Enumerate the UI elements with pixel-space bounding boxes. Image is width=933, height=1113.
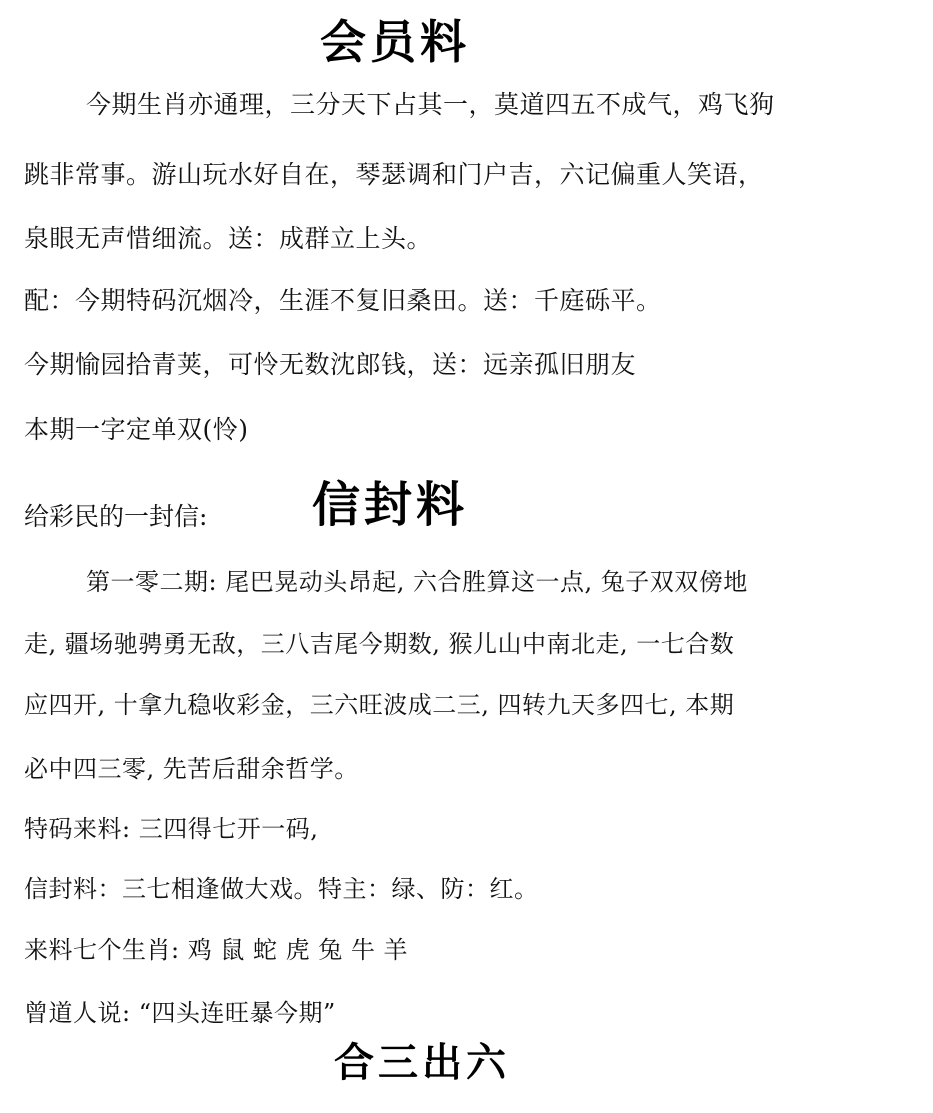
text-line: 第一零二期: 尾巴晃动头昂起, 六合胜算这一点, 兔子双双傍地 [86,568,748,596]
text-line: 配：今期特码沉烟冷，生涯不复旧桑田。送：千庭砾平。 [24,286,662,315]
text-line: 本期一字定单双(怜) [24,415,249,444]
text-line: 来料七个生肖: 鸡 鼠 蛇 虎 兔 牛 羊 [24,936,408,964]
text-line: 特码来料: 三四得七开一码, [24,815,319,843]
text-line: 必中四三零, 先苦后甜余哲学。 [24,755,359,783]
text-line: 应四开, 十拿九稳收彩金，三六旺波成二三, 四转九天多四七, 本期 [24,691,735,719]
text-line: 跳非常事。游山玩水好自在，琴瑟调和门户吉，六记偏重人笑语， [24,160,764,189]
text-line: 曾道人说: “四头连旺暴今期” [24,999,336,1027]
text-line: 走, 疆场驰骋勇无敌，三八吉尾今期数, 猴儿山中南北走, 一七合数 [24,630,735,658]
letter-note: 给彩民的一封信: [24,502,208,531]
section-title-envelope: 信封料 [312,477,469,533]
text-line: 信封料：三七相逢做大戏。特主：绿、防：红。 [24,875,539,903]
section-title-member: 会员料 [320,15,470,69]
text-line: 今期愉园拾青荚，可怜无数沈郎钱，送：远亲孤旧朋友 [24,350,637,379]
section-title-conclusion: 合三出六 [334,1039,510,1086]
text-line: 泉眼无声惜细流。送：成群立上头。 [24,224,433,253]
text-line: 今期生肖亦通理，三分天下占其一，莫道四五不成气，鸡飞狗 [86,90,775,119]
